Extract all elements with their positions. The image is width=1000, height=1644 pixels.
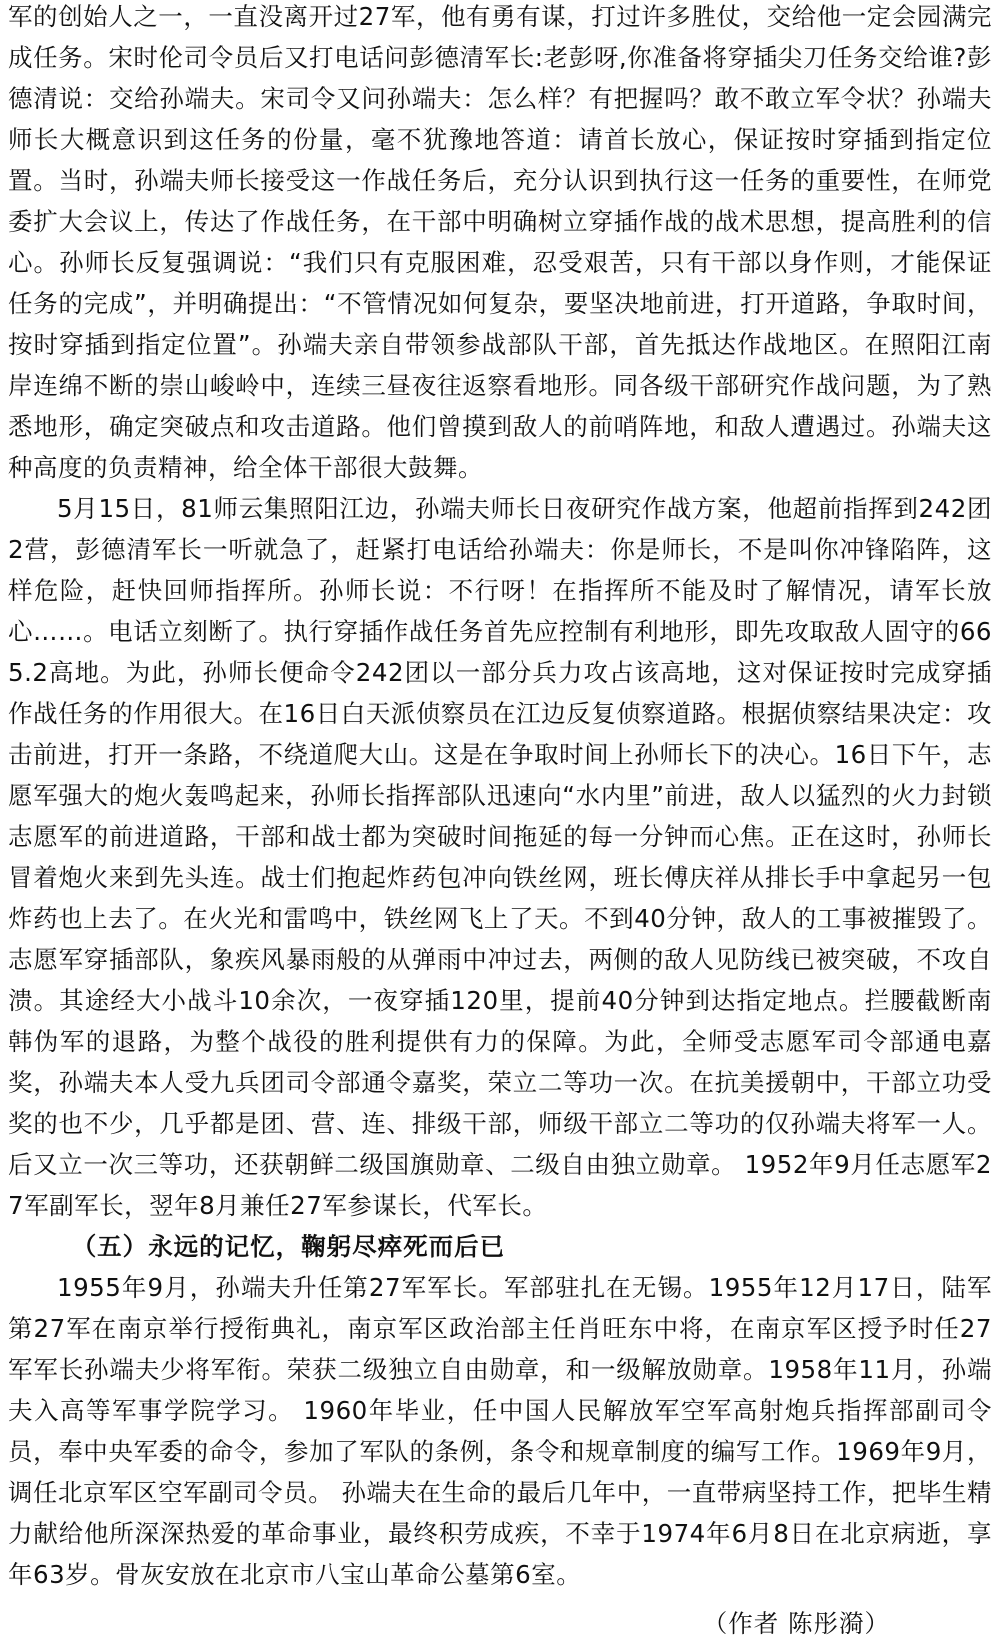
section-heading: （五）永远的记忆，鞠躬尽瘁死而后已 [71, 1232, 506, 1261]
author-line: （作者 陈彤漪） [702, 1609, 890, 1638]
paragraph-3: 1955年9月，孙端夫升任第27军军长。军部驻扎在无锡。1955年12月17日，陆军第27军在南京举行授衔典礼，南京军区政治部主任肖旺东中将，在南京军区授予时任27军军长孙端夫少将军衔。荣获二级独立自由勋章，和一级解放勋章。1958年11月，孙端夫入高等军事学院学习。 1960年毕业，任中国人民解放军空军高射炮兵指挥部副司令员，奉中央军委的命令，参加了军队的条例，条令和规章制度的编写工作。1969年9月，调任北京军区空军副司令员。 孙端夫在生命的最后几年中，一直带病坚持工作，把毕生精力献给他所深深热爱的革命事业，最终积劳成疾，不幸于1974年6月8日在北京病逝，享年63岁。骨灰安放在北京市八宝山革命公墓第6室。 [8, 1273, 992, 1589]
paragraph-2: 5月15日，81师云集照阳江边，孙端夫师长日夜研究作战方案，他超前指挥到242团2营，彭德清军长一听就急了，赶紧打电话给孙端夫：你是师长，不是叫你冲锋陷阵，这样危险，赶快回师指挥所。孙师长说：不行呀！在指挥所不能及时了解情况，请军长放心……。电话立刻断了。执行穿插作战任务首先应控制有利地形，即先攻取敌人固守的665.2高地。为此，孙师长便命令242团以一部分兵力攻占该高地，这对保证按时完成穿插作战任务的作用很大。在16日白天派侦察员在江边反复侦察道路。根据侦察结果决定：攻击前进，打开一条路，不绕道爬大山。这是在争取时间上孙师长下的决心。16日下午，志愿军强大的炮火轰鸣起来，孙师长指挥部队迅速向“水内里”前进，敌人以猛烈的火力封锁志愿军的前进道路，干部和战士都为突破时间拖延的每一分钟而心焦。正在这时，孙师长冒着炮火来到先头连。战士们抱起炸药包冲向铁丝网，班长傅庆祥从排长手中拿起另一包炸药也上去了。在火光和雷鸣中，铁丝网飞上了天。不到40分钟，敌人的工事被摧毁了。志愿军穿插部队，象疾风暴雨般的从弹雨中冲过去，两侧的敌人见防线已被突破，不攻自溃。其途经大小战斗10余次，一夜穿插120里，提前40分钟到达指定地点。拦腰截断南韩伪军的退路，为整个战役的胜利提供有力的保障。为此，全师受志愿军司令部通电嘉奖，孙端夫本人受九兵团司令部通令嘉奖，荣立二等功一次。在抗美援朝中，干部立功受奖的也不少，几乎都是团、营、连、排级干部，师级干部立二等功的仅孙端夫将军一人。后又立一次三等功，还获朝鲜二级国旗勋章、二级自由独立勋章。 1952年9月任志愿军27军副军长，翌年8月兼任27军参谋长，代军长。 [8, 494, 992, 1220]
paragraph-1: 军的创始人之一，一直没离开过27军，他有勇有谋，打过许多胜仗，交给他一定会园满完成任务。宋时伦司令员后又打电话问彭德清军长:老彭呀,你准备将穿插尖刀任务交给谁?彭德清说：交给孙端夫。宋司令又问孙端夫：怎么样？有把握吗？敢不敢立军令状？孙端夫师长大概意识到这任务的份量，毫不犹豫地答道：请首长放心，保证按时穿插到指定位置。当时，孙端夫师长接受这一作战任务后，充分认识到执行这一任务的重要性，在师党委扩大会议上，传达了作战任务，在干部中明确树立穿插作战的战术思想，提高胜利的信心。孙师长反复强调说：“我们只有克服困难，忍受艰苦，只有干部以身作则，才能保证任务的完成”，并明确提出：“不管情况如何复杂，要坚决地前进，打开道路，争取时间，按时穿插到指定位置”。孙端夫亲自带领参战部队干部，首先抵达作战地区。在照阳江南岸连绵不断的崇山峻岭中，连续三昼夜往返察看地形。同各级干部研究作战问题，为了熟悉地形，确定突破点和攻击道路。他们曾摸到敌人的前哨阵地，和敌人遭遇过。孙端夫这种高度的负责精神，给全体干部很大鼓舞。 [8, 2, 992, 482]
